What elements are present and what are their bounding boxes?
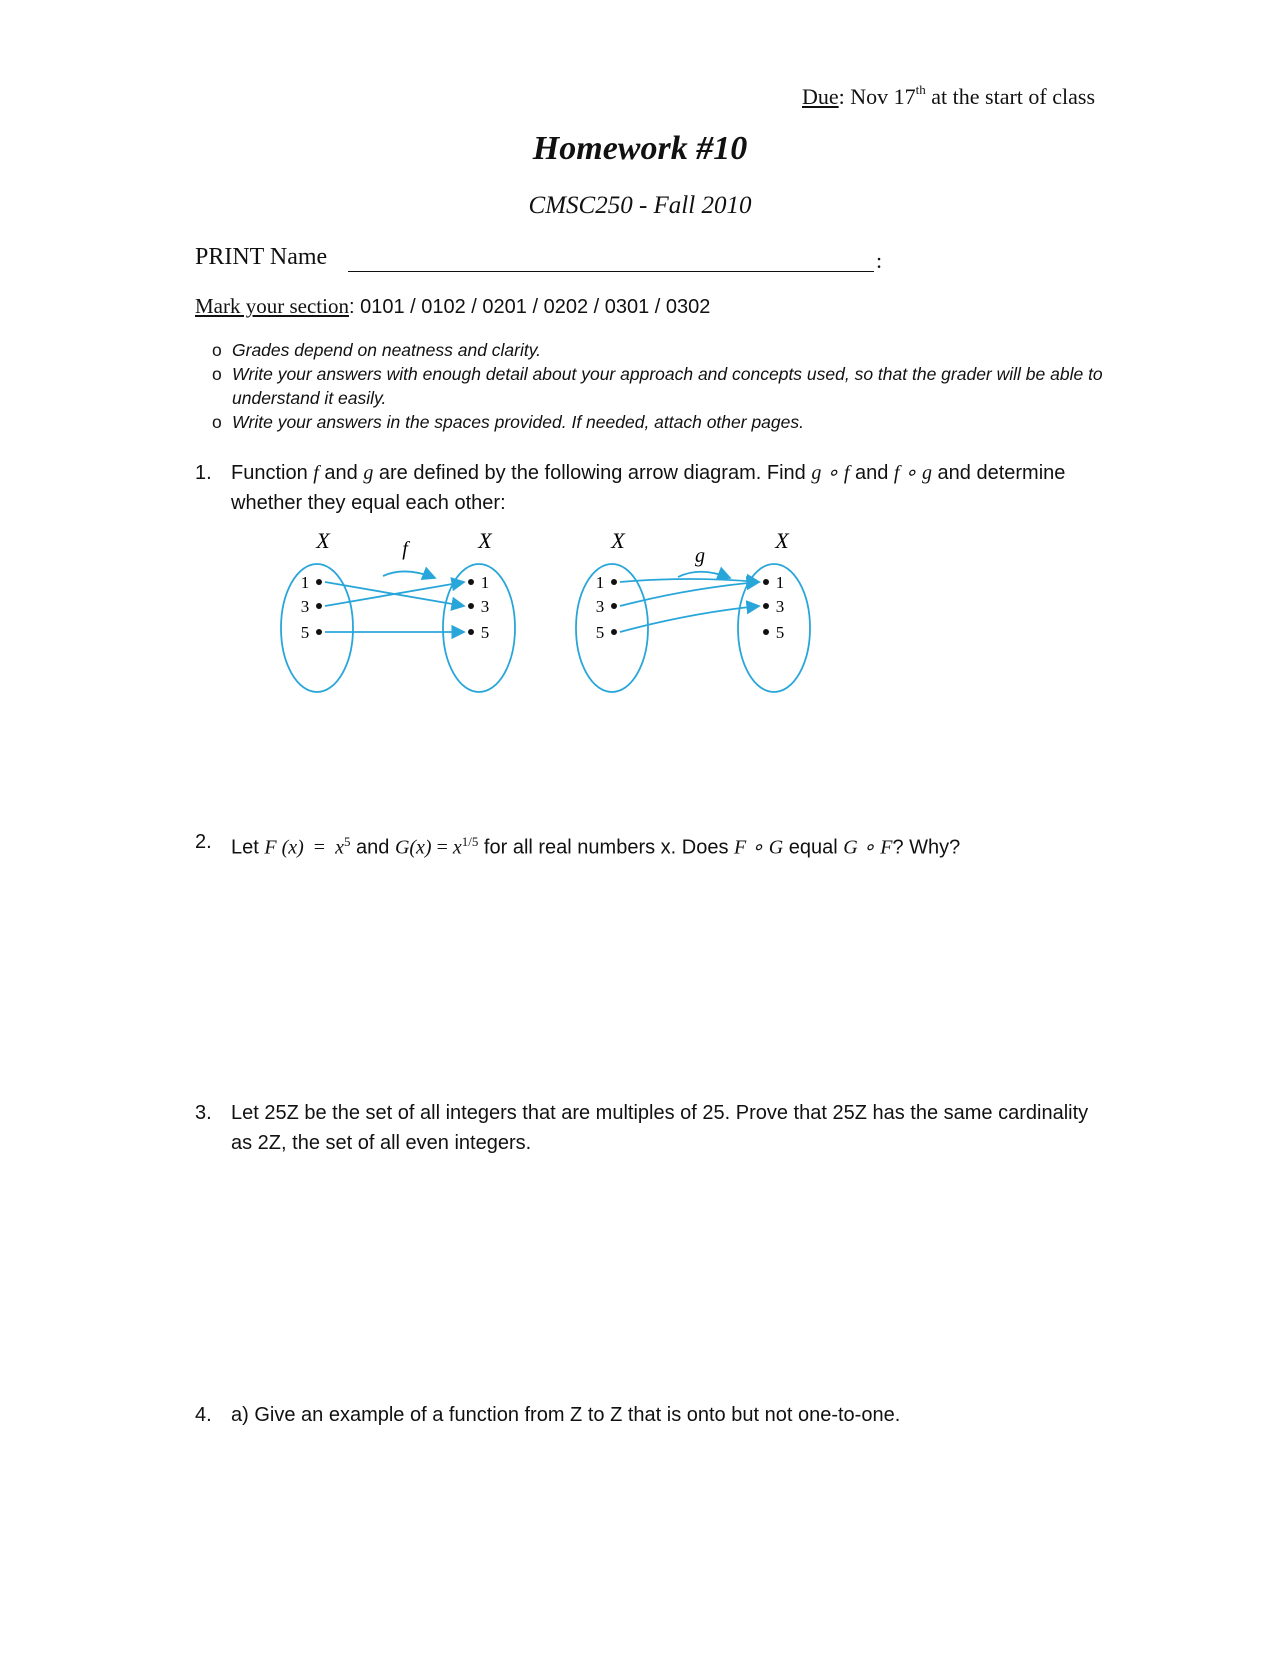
question-number: 2. <box>195 831 212 853</box>
section-selector <box>195 294 710 319</box>
function-arrow <box>678 572 730 578</box>
codomain-element-label: 5 <box>480 623 490 642</box>
bullet-icon: o <box>212 412 222 432</box>
codomain-element-dot <box>763 579 769 585</box>
question-text: a) Give an example of a function from Z to Z that is onto but not one-to-one. <box>231 1404 901 1426</box>
domain-element-label: 3 <box>595 597 605 616</box>
codomain-label: X <box>775 528 789 553</box>
question-4 <box>195 1400 1095 1430</box>
due-label: Due <box>802 84 839 109</box>
codomain-element-label: 3 <box>480 597 490 616</box>
codomain-label: X <box>478 528 492 553</box>
codomain-element-label: 1 <box>480 573 490 592</box>
question-number: 4. <box>195 1404 212 1426</box>
domain-element-label: 1 <box>300 573 310 592</box>
domain-element-label: 1 <box>595 573 605 592</box>
domain-element-dot <box>316 579 322 585</box>
name-label: PRINT Name <box>195 244 328 270</box>
mapping-arrow <box>620 579 759 582</box>
arrow-diagram-f <box>275 520 555 710</box>
codomain-element-label: 5 <box>775 623 785 642</box>
function-label: g <box>695 545 705 567</box>
domain-label: X <box>611 528 625 553</box>
instruction-text: Write your answers in the spaces provided. If needed, attach other pages. <box>232 412 804 432</box>
section-label: Mark your section <box>195 294 349 318</box>
bullet-icon: o <box>212 340 222 360</box>
instruction-item <box>212 338 1112 362</box>
due-date-text: : Nov 17 <box>838 84 916 109</box>
name-colon: : <box>876 248 883 273</box>
codomain-element-label: 1 <box>775 573 785 592</box>
due-date <box>802 84 1095 110</box>
domain-element-label: 5 <box>300 623 310 642</box>
domain-element-dot <box>611 629 617 635</box>
question-text: Function f and g are defined by the following arrow diagram. Find g ∘ f and f ∘ g and determine whether they equal each other: <box>231 462 1066 514</box>
domain-element-dot <box>316 603 322 609</box>
page-subtitle: CMSC250 - Fall 2010 <box>528 192 752 219</box>
question-2 <box>195 827 1095 863</box>
codomain-element-label: 3 <box>775 597 785 616</box>
question-number: 3. <box>195 1102 212 1124</box>
instruction-text: Write your answers with enough detail about your approach and concepts used, so that the grader will be able to understand it easily. <box>232 364 1103 408</box>
domain-element-dot <box>316 629 322 635</box>
codomain-element-dot <box>763 629 769 635</box>
due-date-rest: at the start of class <box>925 84 1096 109</box>
codomain-element-dot <box>468 579 474 585</box>
arrow-diagram-g <box>570 520 850 710</box>
codomain-element-dot <box>763 603 769 609</box>
domain-label: X <box>316 528 330 553</box>
page-title: Homework #10 <box>532 130 748 167</box>
question-number: 1. <box>195 462 212 484</box>
domain-element-label: 5 <box>595 623 605 642</box>
function-label: f <box>402 538 408 560</box>
instructions-list <box>212 338 1112 434</box>
mapping-arrow <box>620 582 759 606</box>
due-date-suffix: th <box>915 82 926 97</box>
question-1 <box>195 458 1095 518</box>
domain-element-dot <box>611 603 617 609</box>
function-arrow <box>383 571 435 578</box>
question-text: Let 25Z be the set of all integers that are multiples of 25. Prove that 25Z has the same cardinality as 2Z, the set of all even integers. <box>231 1102 1089 1154</box>
name-field-line[interactable] <box>348 271 874 272</box>
codomain-element-dot <box>468 629 474 635</box>
question-text: Let F $(x) = x^5$ and $G(x) = x^{1/5}$ for all real numbers x. Does F ∘ G equal G ∘ F? Why? <box>231 834 961 859</box>
domain-element-dot <box>611 579 617 585</box>
bullet-icon: o <box>212 364 222 384</box>
section-options[interactable]: : 0101 / 0102 / 0201 / 0202 / 0301 / 0302 <box>348 296 711 318</box>
question-3 <box>195 1098 1095 1158</box>
codomain-element-dot <box>468 603 474 609</box>
instruction-item <box>212 362 1112 410</box>
domain-element-label: 3 <box>300 597 310 616</box>
instruction-item <box>212 410 1112 434</box>
instruction-text: Grades depend on neatness and clarity. <box>232 340 542 360</box>
